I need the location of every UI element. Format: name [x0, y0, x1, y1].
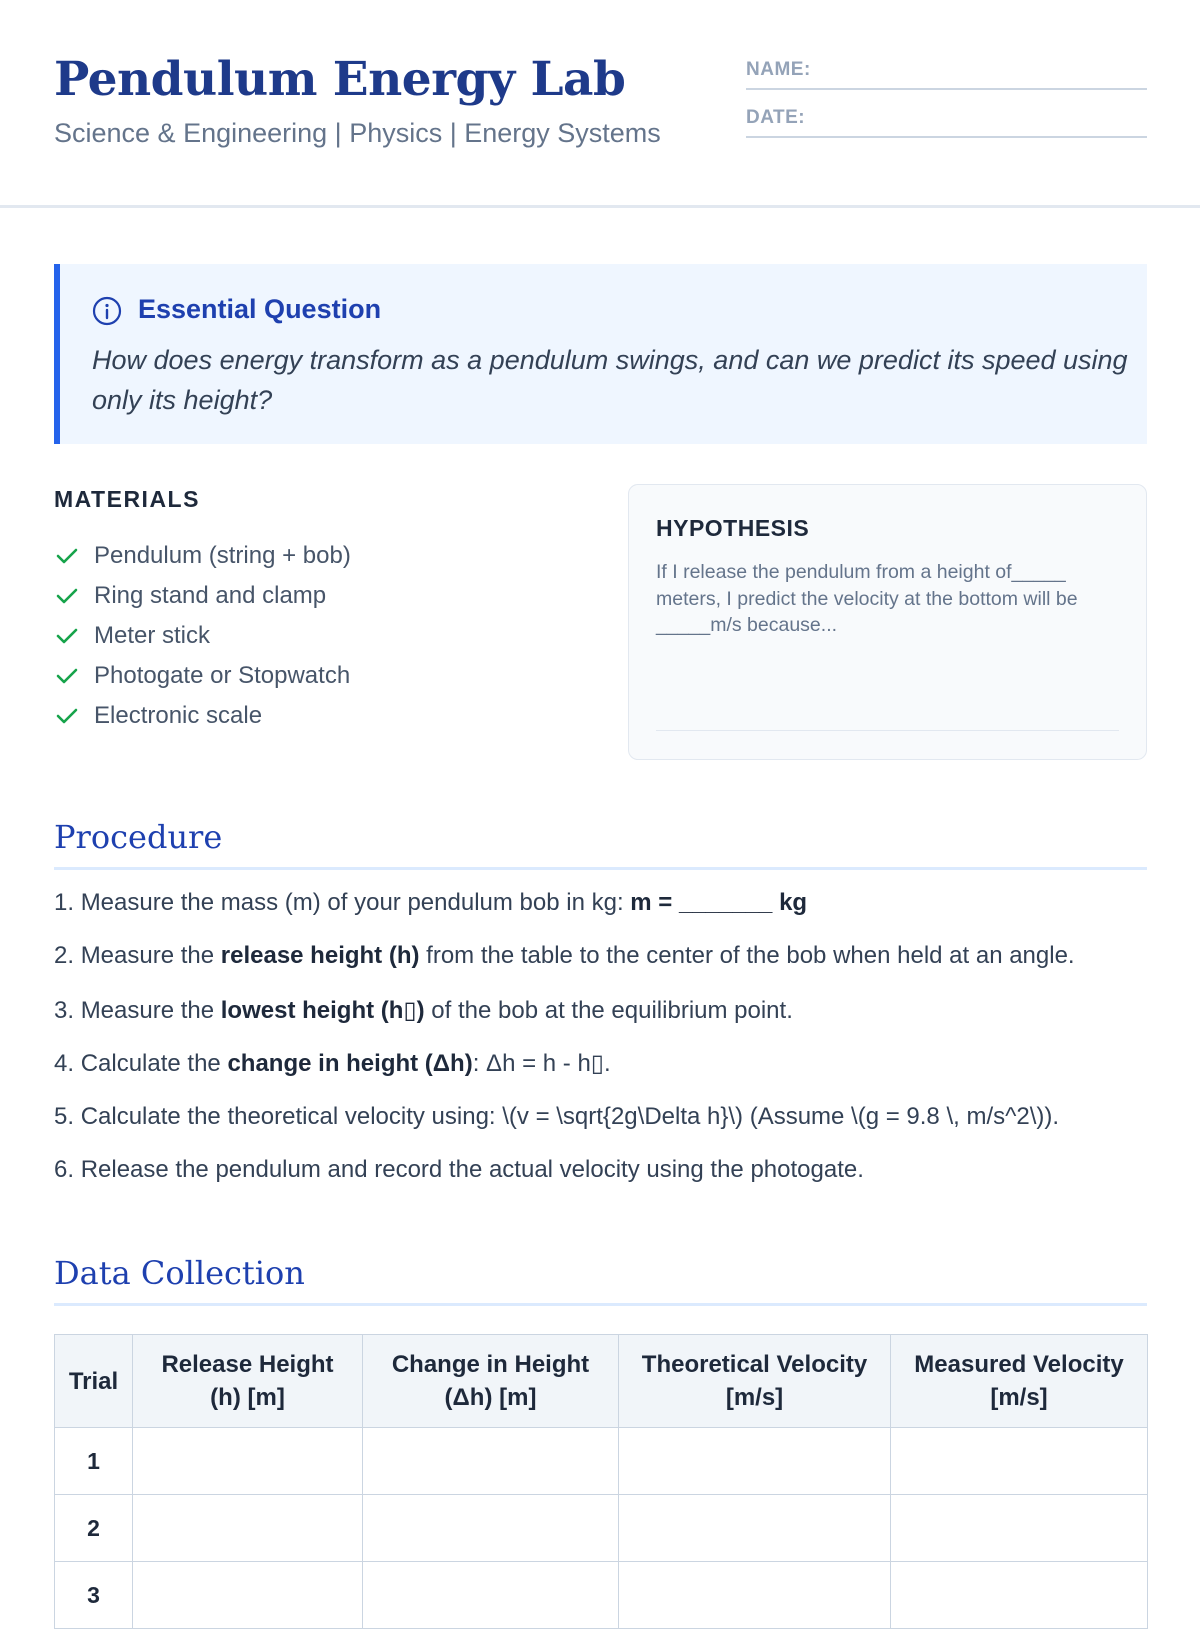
table-row [55, 1562, 1148, 1629]
step-emphasis: m = _______ kg [630, 889, 808, 916]
column-header-line1: Trial [68, 1367, 119, 1395]
procedure-step [54, 996, 1164, 1049]
hypothesis-prompt: If I release the pendulum from a height of_____ meters, I predict the velocity at the bottom will be _____m/s because... [656, 561, 1078, 636]
materials-list [54, 536, 351, 736]
procedure-list [54, 889, 1164, 1209]
column-header-line1: Change in Height [391, 1351, 590, 1378]
step-text: Calculate the [80, 1050, 228, 1078]
column-header-line2: (h) [m] [210, 1384, 285, 1411]
material-label: Pendulum (string + bob) [94, 542, 351, 569]
data-entry-cell[interactable] [891, 1495, 1148, 1562]
data-entry-cell[interactable] [363, 1562, 619, 1629]
checkmark-icon [54, 583, 80, 609]
data-entry-cell[interactable] [363, 1495, 619, 1562]
column-header-line2: (Δh) [m] [444, 1384, 537, 1411]
step-text: Measure the [80, 996, 221, 1024]
procedure-step [54, 1049, 1164, 1102]
trial-number-cell: 2 [55, 1495, 133, 1562]
step-text: Measure the mass (m) of your pendulum bob in kg: [80, 889, 631, 916]
step-text: Release the pendulum and record the actual velocity using the photogate. [80, 1155, 864, 1183]
material-label: Photogate or Stopwatch [94, 662, 351, 689]
step-number: 6. [54, 1155, 81, 1183]
step-number: 3. [54, 996, 81, 1024]
data-entry-cell[interactable] [133, 1495, 363, 1562]
essential-question-label: Essential Question [138, 294, 382, 324]
procedure-step [54, 1156, 1164, 1209]
checkmark-icon [54, 623, 80, 649]
name-field[interactable] [746, 56, 1147, 90]
step-number: 4. [54, 1050, 81, 1078]
hypothesis-box[interactable] [628, 484, 1147, 760]
column-header [619, 1335, 891, 1428]
material-item [54, 616, 351, 656]
material-item [54, 696, 351, 736]
step-emphasis: change in height (Δh) [227, 1050, 473, 1078]
data-entry-cell[interactable] [619, 1495, 891, 1562]
data-entry-cell[interactable] [891, 1562, 1148, 1629]
column-header-line2: [m/s] [990, 1384, 1048, 1411]
data-entry-cell[interactable] [619, 1428, 891, 1495]
data-entry-cell[interactable] [133, 1428, 363, 1495]
table-row [55, 1428, 1148, 1495]
essential-question-text: How does energy transform as a pendulum swings, and can we predict its speed using only its height? [92, 345, 1128, 415]
column-header [55, 1335, 133, 1428]
column-header-line1: Release Height [161, 1351, 334, 1378]
data-entry-cell[interactable] [891, 1428, 1148, 1495]
step-text: Measure the [80, 942, 221, 970]
procedure-step [54, 1103, 1164, 1156]
column-header-line2: [m/s] [725, 1384, 784, 1411]
step-text-end: from the table to the center of the bob when held at an angle. [419, 942, 1075, 970]
checkmark-icon [54, 663, 80, 689]
procedure-heading: Procedure [54, 818, 1147, 870]
hypothesis-answer-line[interactable] [656, 730, 1119, 731]
date-field[interactable] [746, 104, 1147, 138]
step-emphasis: lowest height (h▯) [220, 996, 425, 1024]
data-entry-cell[interactable] [363, 1428, 619, 1495]
worksheet-header [0, 0, 1200, 208]
checkmark-icon [54, 703, 80, 729]
date-label: DATE: [746, 107, 806, 128]
material-item [54, 656, 351, 696]
data-table [54, 1334, 1148, 1629]
materials-heading: MATERIALS [54, 486, 200, 512]
column-header-line1: Theoretical Velocity [641, 1351, 868, 1378]
procedure-step [54, 942, 1164, 995]
page-subtitle: Science & Engineering | Physics | Energy Systems [54, 118, 661, 148]
info-circle-icon [92, 296, 122, 326]
material-label: Electronic scale [94, 702, 263, 729]
data-entry-cell[interactable] [133, 1562, 363, 1629]
material-label: Ring stand and clamp [94, 582, 327, 609]
column-header [133, 1335, 363, 1428]
step-text-end: : Δh = h - h▯. [472, 1050, 611, 1078]
procedure-step [54, 889, 1164, 942]
hypothesis-heading: HYPOTHESIS [656, 515, 810, 541]
essential-question-box [54, 264, 1147, 444]
page-title: Pendulum Energy Lab [54, 52, 626, 107]
step-number: 5. [54, 1102, 81, 1130]
table-header-row [55, 1335, 1148, 1428]
material-item [54, 576, 351, 616]
step-emphasis: release height (h) [220, 942, 420, 970]
name-label: NAME: [746, 59, 811, 80]
data-collection-heading: Data Collection [54, 1254, 1147, 1306]
column-header [891, 1335, 1148, 1428]
trial-number-cell: 1 [55, 1428, 133, 1495]
step-number: 1. [54, 889, 81, 916]
column-header-line1: Measured Velocity [914, 1351, 1124, 1378]
column-header [363, 1335, 619, 1428]
checkmark-icon [54, 543, 80, 569]
data-entry-cell[interactable] [619, 1562, 891, 1629]
step-text: Calculate the theoretical velocity using: \(v = \sqrt{2g\Delta h}\) (Assume \(g = 9.8 \, m/s^2\)). [80, 1102, 1060, 1130]
material-item [54, 536, 351, 576]
material-label: Meter stick [94, 622, 211, 649]
step-number: 2. [54, 942, 81, 970]
step-text-end: of the bob at the equilibrium point. [424, 996, 793, 1024]
trial-number-cell: 3 [55, 1562, 133, 1629]
table-row [55, 1495, 1148, 1562]
